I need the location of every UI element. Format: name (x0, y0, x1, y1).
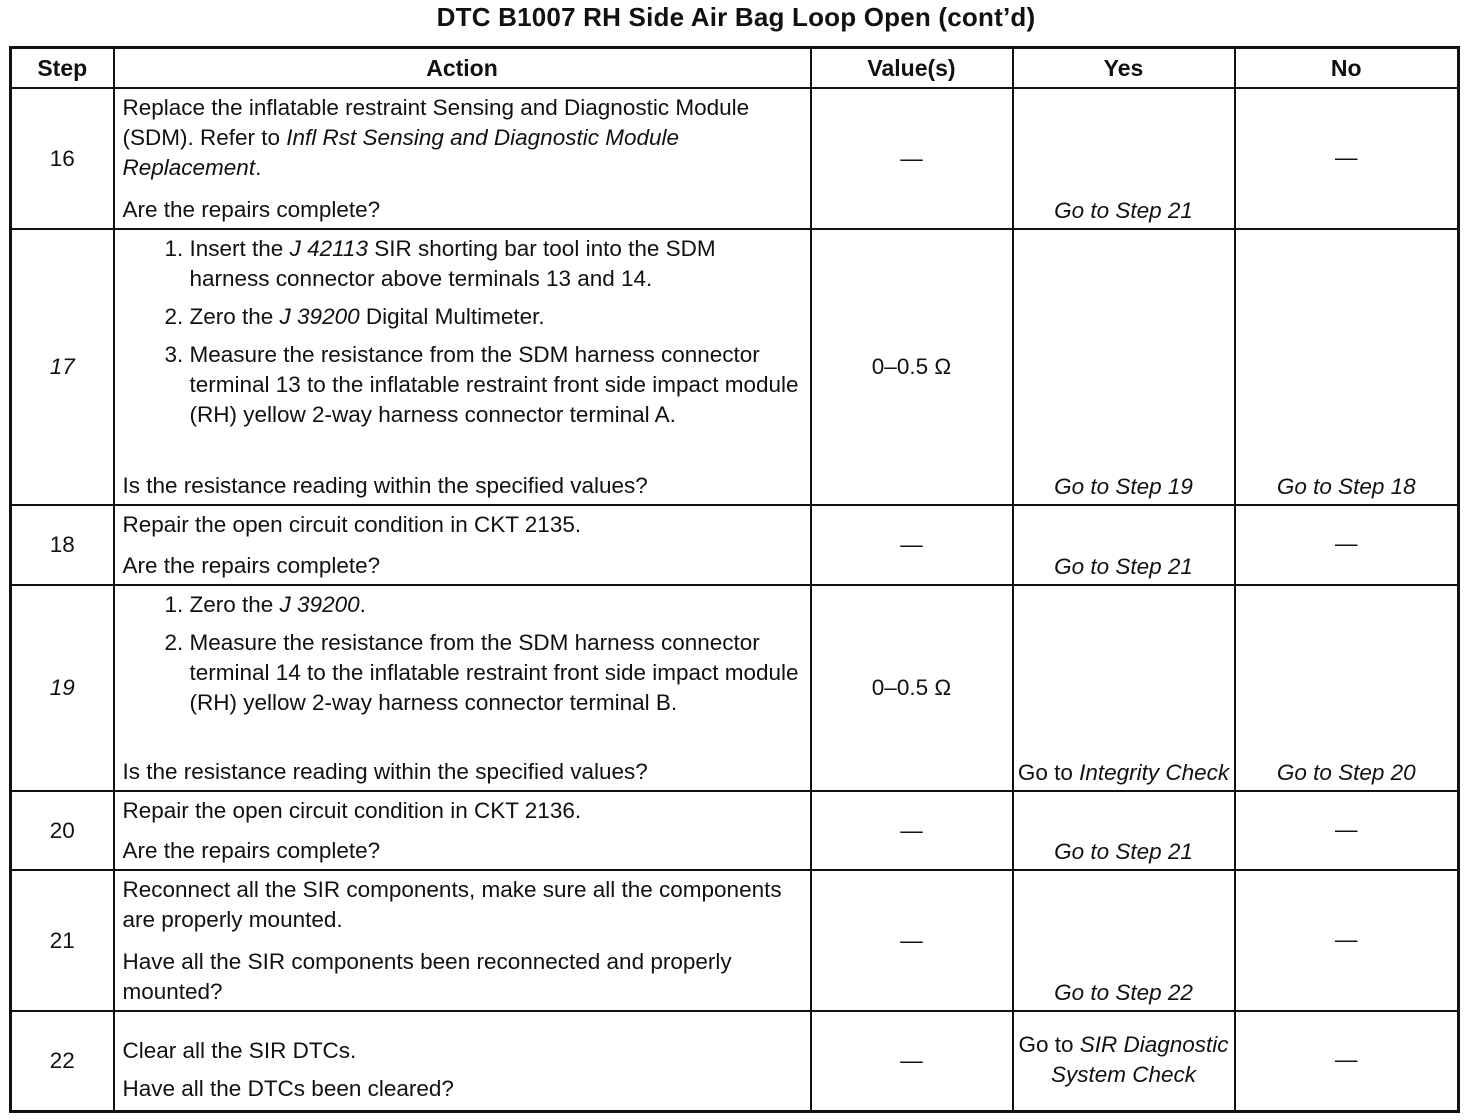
value-cell: 0–0.5 Ω (811, 585, 1013, 791)
step-number: 17 (11, 229, 114, 505)
action-text: Reconnect all the SIR components, make sure all the components are properly mounted. (122, 877, 782, 932)
action-text: Clear all the SIR DTCs. (122, 1038, 357, 1064)
value-cell: — (811, 791, 1013, 870)
header-yes: Yes (1013, 48, 1235, 89)
list-item: 2. Measure the resistance from the SDM harness connector terminal 14 to the inflatable restraint front side impact module (RH) yellow 2-way harness connector terminal B. (190, 628, 802, 718)
header-action: Action (114, 48, 811, 89)
action-cell (114, 88, 811, 229)
action-cell (114, 870, 811, 1011)
procedure-list (123, 234, 802, 438)
no-cell: — (1235, 1011, 1459, 1111)
step-number: 19 (11, 585, 114, 791)
no-cell[interactable]: Go to Step 18 (1235, 229, 1459, 505)
question-text: Have all the SIR components been reconnected and properly mounted? (122, 949, 732, 1004)
diagnostic-table (9, 46, 1460, 1113)
question-text: Are the repairs complete? (122, 197, 381, 222)
list-item: 2. Zero the J 39200 Digital Multimeter. (190, 302, 802, 332)
step-number: 22 (11, 1011, 114, 1111)
yes-cell[interactable]: Go to Step 21 (1013, 505, 1235, 585)
header-row (11, 48, 1459, 89)
action-cell (114, 229, 811, 505)
no-cell: — (1235, 870, 1459, 1011)
value-cell: — (811, 1011, 1013, 1111)
yes-cell[interactable]: Go to SIR Diagnostic System Check (1013, 1011, 1235, 1111)
header-no: No (1235, 48, 1459, 89)
procedure-list (123, 590, 802, 726)
table-row (11, 1011, 1459, 1111)
question-text: Is the resistance reading within the specified values? (122, 473, 648, 498)
question-text: Have all the DTCs been cleared? (122, 1076, 454, 1102)
value-cell: 0–0.5 Ω (811, 229, 1013, 505)
action-cell (114, 505, 811, 585)
list-item: 1. Insert the J 42113 SIR shorting bar tool into the SDM harness connector above terminals 13 and 14. (190, 234, 802, 294)
yes-cell[interactable]: Go to Step 21 (1013, 791, 1235, 870)
action-cell (114, 585, 811, 791)
value-cell: — (811, 870, 1013, 1011)
action-cell (114, 791, 811, 870)
no-cell: — (1235, 791, 1459, 870)
step-number: 16 (11, 88, 114, 229)
value-cell: — (811, 505, 1013, 585)
no-cell: — (1235, 505, 1459, 585)
action-cell (114, 1011, 811, 1111)
yes-cell[interactable]: Go to Step 22 (1013, 870, 1235, 1011)
reference-link[interactable]: Infl Rst Sensing and Diagnostic Module Replacement (122, 125, 679, 180)
table-row (11, 229, 1459, 505)
action-text: Repair the open circuit condition in CKT 2136. (122, 798, 582, 823)
yes-cell[interactable]: Go to Step 19 (1013, 229, 1235, 505)
yes-cell[interactable]: Go to Step 21 (1013, 88, 1235, 229)
action-text: Repair the open circuit condition in CKT 2135. (122, 512, 582, 537)
list-item: 3. Measure the resistance from the SDM harness connector terminal 13 to the inflatable restraint front side impact module (RH) yellow 2-way harness connector terminal A. (190, 340, 802, 430)
table-row (11, 585, 1459, 791)
step-number: 20 (11, 791, 114, 870)
step-number: 18 (11, 505, 114, 585)
question-text: Are the repairs complete? (122, 553, 381, 578)
table-row (11, 791, 1459, 870)
yes-cell[interactable]: Go to Integrity Check (1013, 585, 1235, 791)
action-text: Replace the inflatable restraint Sensing and Diagnostic Module (SDM). Refer to Infl Rst Sensing and Diagnostic Module Replacement. (122, 95, 750, 180)
question-text: Are the repairs complete? (122, 838, 381, 863)
no-cell: — (1235, 88, 1459, 229)
page-title: DTC B1007 RH Side Air Bag Loop Open (cont’d) (436, 2, 1036, 32)
question-text: Is the resistance reading within the specified values? (122, 759, 648, 784)
header-values: Value(s) (811, 48, 1013, 89)
no-cell[interactable]: Go to Step 20 (1235, 585, 1459, 791)
table-row (11, 88, 1459, 229)
step-number: 21 (11, 870, 114, 1011)
value-cell: — (811, 88, 1013, 229)
header-step: Step (11, 48, 114, 89)
list-item: 1. Zero the J 39200. (190, 590, 802, 620)
table-row (11, 505, 1459, 585)
table-row (11, 870, 1459, 1011)
